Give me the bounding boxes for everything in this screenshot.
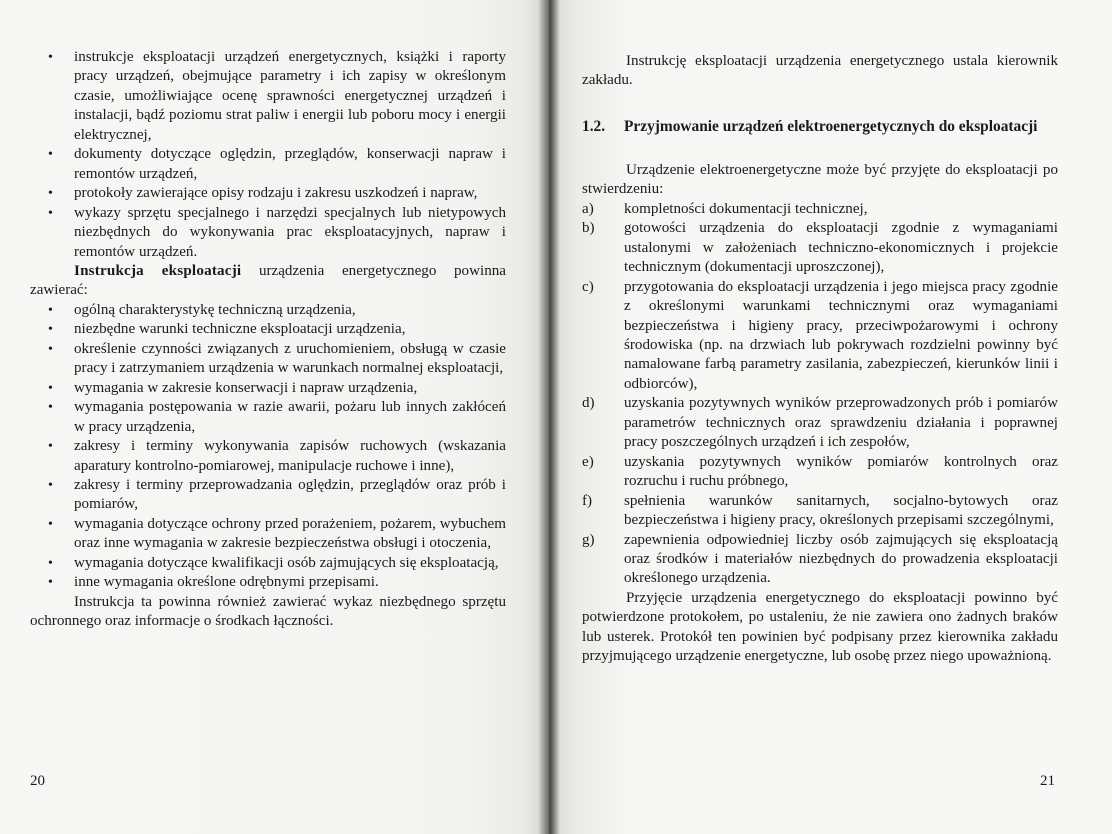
instruction-contents-list: [30, 301, 506, 593]
list-item: • wymagania dotyczące kwalifikacji osób zajmujących się eksploatacją,: [30, 554, 506, 573]
bullet-icon: •: [48, 341, 53, 357]
list-item: d) uzyskania pozytywnych wyników przeprowadzonych prób i pomiarów parametrów technicznych oraz sprawdzeniu działania i poprawnej pracy poszczególnych urządzeń i ich zespołów,: [582, 395, 1058, 451]
bullet-icon: •: [48, 400, 53, 416]
list-item: b) gotowości urządzenia do eksploatacji zgodnie z wymaganiami ustalonymi w założeniach techniczno-ekonomicznych i projekcie technicznym (dokumentacji uproszczonej),: [582, 220, 1058, 276]
list-item: e) uzyskania pozytywnych wyników pomiarów kontrolnych oraz rozruchu i ruchu próbnego,: [582, 453, 1058, 490]
closing-paragraph: Przyjęcie urządzenia energetycznego do eksploatacji powinno być potwierdzone protokołem, po ustaleniu, że nie zawiera ono żadnych braków lub usterek. Protokół ten powinien być podpisany przez kierownika zakładu przyjmującego urządzenie energetyczne, lub osobę przez niego upoważnioną.: [582, 589, 1058, 665]
lead-paragraph: Urządzenie elektroenergetyczne może być przyjęte do eksploatacji po stwierdzeniu:: [582, 161, 1058, 198]
bullet-icon: •: [48, 555, 53, 571]
bullet-icon: •: [48, 477, 53, 493]
list-item: • wymagania postępowania w razie awarii, pożaru lub innych zakłóceń w pracy urządzenia,: [48, 399, 506, 435]
item-letter: d): [582, 395, 595, 412]
list-item: • wymagania w zakresie konserwacji i napraw urządzenia,: [30, 379, 506, 398]
list-item: • niezbędne warunki techniczne eksploatacji urządzenia,: [30, 320, 506, 339]
list-item: • dokumenty dotyczące oględzin, przeglądów, konserwacji napraw i remontów urządzeń,: [48, 146, 506, 182]
bold-term: Instrukcja eksploatacji: [74, 262, 242, 279]
instruction-paragraph: Instrukcja eksploatacji urządzenia energetycznego powinna zawierać:: [30, 262, 506, 299]
section-heading: [582, 117, 1058, 137]
list-item: c) przygotowania do eksploatacji urządzenia i jego miejsca pracy zgodnie z określonymi warunkami technicznymi oraz wymaganiami bezpieczeństwa i higieny pracy, przeciwpożarowymi i ochrony środowiska (np. na drzwiach lub pokrywach rozdzielni powinny być namalowane farbą parametry zasilania, zabezpieczeń, kierunków linii i odbiorców),: [582, 278, 1058, 392]
list-item: g) zapewnienia odpowiedniej liczby osób zajmujących się eksploatacją oraz środków i materiałów niezbędnych do prowadzenia eksploatacji określonego urządzenia.: [582, 531, 1058, 587]
bullet-icon: •: [48, 516, 53, 532]
bullet-icon: •: [48, 50, 53, 65]
list-item: • wymagania dotyczące ochrony przed porażeniem, pożarem, wybuchem oraz inne wymagania w zakresie bezpieczeństwa obsługi i otoczenia,: [48, 515, 506, 552]
list-item: • określenie czynności związanych z uruchomieniem, obsługą w czasie pracy i zatrzymaniem urządzenia w warunkach normalnej eksploatacji,: [48, 340, 506, 377]
item-letter: g): [582, 531, 595, 548]
documentation-list: [30, 48, 506, 262]
list-item: f) spełnienia warunków sanitarnych, socjalno-bytowych oraz bezpieczeństwa i higieny pracy, określonych przepisami szczególnymi,: [582, 492, 1058, 529]
list-item: • protokoły zawierające opisy rodzaju i zakresu uszkodzeń i napraw,: [30, 184, 506, 203]
book-gutter: [538, 0, 560, 834]
bullet-icon: •: [48, 186, 53, 202]
bullet-icon: •: [48, 147, 53, 163]
list-item: • wykazy sprzętu specjalnego i narzędzi specjalnych lub nietypowych niezbędnych do wykonywania prac eksploatacyjnych, napraw i remontów urządzeń.: [48, 204, 506, 260]
item-letter: a): [582, 200, 594, 217]
left-page-text: [30, 48, 506, 632]
intro-paragraph: Instrukcję eksploatacji urządzenia energetycznego ustala kierownik zakładu.: [582, 53, 1058, 89]
acceptance-conditions-list: [582, 200, 1058, 589]
bullet-icon: •: [48, 302, 53, 318]
bullet-icon: •: [48, 439, 53, 455]
list-item: • zakresy i terminy wykonywania zapisów ruchowych (wskazania aparatury kontrolno-pomiarowej, manipulacje ruchowe i inne),: [48, 438, 506, 474]
list-item: • zakresy i terminy przeprowadzania oględzin, przeglądów oraz prób i pomiarów,: [48, 476, 506, 513]
section-title: Przyjmowanie urządzeń elektroenergetycznych do eksploatacji: [624, 117, 1038, 135]
right-page-text: [582, 52, 1058, 667]
page-number: 21: [1040, 773, 1055, 789]
item-letter: e): [582, 453, 594, 470]
item-letter: b): [582, 220, 595, 237]
list-item: a) kompletności dokumentacji technicznej,: [582, 200, 1058, 219]
list-item: • inne wymagania określone odrębnymi przepisami.: [30, 573, 506, 592]
bullet-icon: •: [48, 205, 53, 221]
bullet-icon: •: [48, 322, 53, 338]
bullet-icon: •: [48, 380, 53, 396]
bullet-icon: •: [48, 575, 53, 591]
section-number: 1.2.: [582, 117, 606, 135]
item-letter: c): [582, 278, 594, 295]
item-letter: f): [582, 492, 593, 509]
page-number: 20: [30, 773, 45, 789]
list-item: • instrukcje eksploatacji urządzeń energetycznych, książki i raporty pracy urządzeń, obejmujące parametry i ich zapisy w określonym czasie, umożliwiające ocenę sprawności energetycznej urządzeń i instalacji, bądź poziomu strat paliw i energii lub poboru mocy i energii elektrycznej,: [48, 49, 506, 143]
list-item: • ogólną charakterystykę techniczną urządzenia,: [30, 301, 506, 320]
closing-paragraph: Instrukcja ta powinna również zawierać wykaz niezbędnego sprzętu ochronnego oraz informacje o środkach łączności.: [30, 593, 506, 630]
